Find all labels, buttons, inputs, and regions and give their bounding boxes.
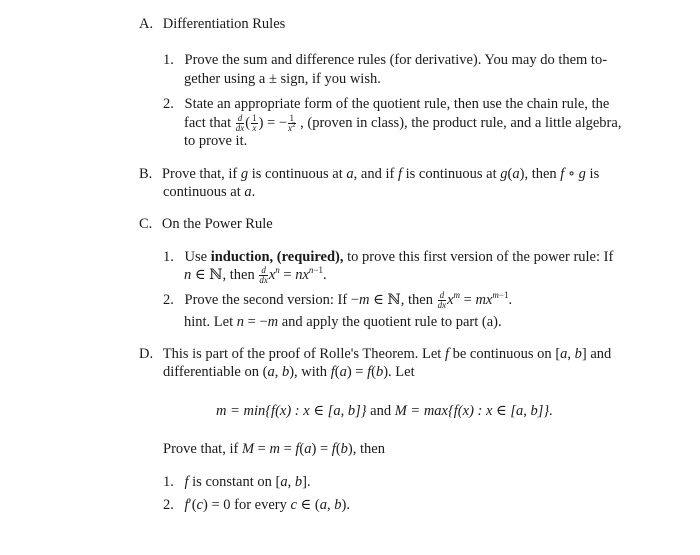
section-c-item-1-line-1 bbox=[163, 248, 613, 266]
section-c-hint: hint. Let n = −m and apply the quotient rule to part (a). bbox=[184, 314, 502, 330]
text: be continuous on bbox=[452, 346, 552, 362]
text: . Let bbox=[388, 364, 415, 380]
item-text: Prove the sum and difference rules (for derivative). You may do them to- bbox=[184, 52, 608, 68]
text: , then bbox=[222, 267, 255, 283]
text: , with bbox=[294, 364, 328, 380]
section-a-item-1-line-2: gether using a ± sign, if you wish. bbox=[184, 71, 381, 87]
section-d-line-2: differentiable on (a, b), with f(a) = f(b). Let bbox=[163, 364, 415, 380]
text: Use bbox=[184, 249, 208, 265]
text: Prove that, if bbox=[163, 441, 239, 457]
section-a-label: A. bbox=[139, 16, 154, 32]
text: and bbox=[370, 403, 392, 419]
text: for every bbox=[234, 497, 287, 513]
text: is constant on bbox=[192, 474, 272, 490]
section-b-label: B. bbox=[139, 166, 153, 182]
item-text: , (proven in class), the product rule, and a little algebra, bbox=[300, 115, 622, 131]
max-definition: M = max{f(x) : x ∈ [a, b]}. bbox=[394, 403, 553, 419]
item-number: 2. bbox=[163, 292, 174, 308]
display-min-max-definition bbox=[216, 402, 553, 420]
section-d-item-1: 1. f is constant on [a, b]. bbox=[163, 474, 311, 490]
section-a-item-2-line-1 bbox=[163, 95, 609, 113]
text: and apply the quotient rule to part (a). bbox=[281, 314, 502, 330]
emphasis-induction: induction, (required), bbox=[210, 249, 344, 265]
section-c-title: On the Power Rule bbox=[161, 216, 273, 232]
section-d-line-1: D. This is part of the proof of Rolle's Theorem. Let f be continuous on [a, b] and bbox=[139, 346, 612, 362]
section-c-heading bbox=[139, 215, 273, 233]
item-text: State an appropriate form of the quotient rule, then use the chain rule, the bbox=[184, 96, 610, 112]
text: , and if bbox=[353, 166, 395, 182]
section-a-item-2-line-2 bbox=[184, 114, 621, 133]
item-number: 1. bbox=[163, 249, 174, 265]
min-definition: m = min{f(x) : x ∈ [a, b]} bbox=[216, 403, 367, 419]
power-rule-formula: $\frac{d}{dx}$ $x^n = nx^{n-1}$. bbox=[259, 265, 327, 286]
text: to prove this first version of the power rule: If bbox=[347, 249, 614, 265]
section-a-item-1-line-1 bbox=[163, 51, 607, 69]
text: is continuous at bbox=[405, 166, 497, 182]
derivative-of-reciprocal-formula: $\frac{d}{dx}$ ( $\frac{1}{x}$ ) = − $\frac{1}{x^2}$ bbox=[235, 113, 296, 134]
power-rule-negative-formula: $\frac{d}{dx}$ $x^m = mx^{m-1}$. bbox=[437, 290, 513, 311]
item-number: 2. bbox=[163, 96, 174, 112]
section-a-item-2-line-3: to prove it. bbox=[184, 133, 248, 149]
text: Prove the second version: If bbox=[184, 292, 348, 308]
text: is bbox=[589, 166, 600, 182]
text: , then bbox=[524, 166, 557, 182]
text: This is part of the proof of Rolle's Theorem. Let bbox=[162, 346, 442, 362]
text: continuous at bbox=[163, 184, 241, 200]
section-c-item-2-line-1: 2. Prove the second version: If −m ∈ ℕ, then $\frac{d}{dx}$ $x^m = mx^{m-1}$. bbox=[163, 290, 513, 311]
text: is continuous at bbox=[251, 166, 343, 182]
text: hint. Let bbox=[184, 314, 234, 330]
item-number: 2. bbox=[163, 497, 174, 513]
text: , then bbox=[352, 441, 385, 457]
section-a-heading bbox=[139, 15, 285, 33]
section-b-line-1: B. Prove that, if g is continuous at a, and if f is continuous at g(a), then f ∘ g is bbox=[139, 166, 600, 182]
section-a-title: Differentiation Rules bbox=[162, 16, 286, 32]
text: , then bbox=[400, 292, 433, 308]
section-d-prove-line: Prove that, if M = m = f(a) = f(b), then bbox=[163, 441, 385, 457]
text: Prove that, if bbox=[161, 166, 238, 182]
item-number: 1. bbox=[163, 474, 174, 490]
text: differentiable on bbox=[163, 364, 259, 380]
item-number: 1. bbox=[163, 52, 174, 68]
item-text: fact that bbox=[184, 115, 232, 131]
section-b-line-2: continuous at a. bbox=[163, 184, 256, 200]
section-c-label: C. bbox=[139, 216, 153, 232]
section-d-item-2: 2. f′(c) = 0 for every c ∈ (a, b). bbox=[163, 497, 350, 513]
section-c-item-1-line-2: n ∈ ℕ, then $\frac{d}{dx}$ $x^n = nx^{n-1}$. bbox=[184, 265, 327, 286]
section-d-label: D. bbox=[139, 346, 154, 362]
text: and bbox=[590, 346, 612, 362]
